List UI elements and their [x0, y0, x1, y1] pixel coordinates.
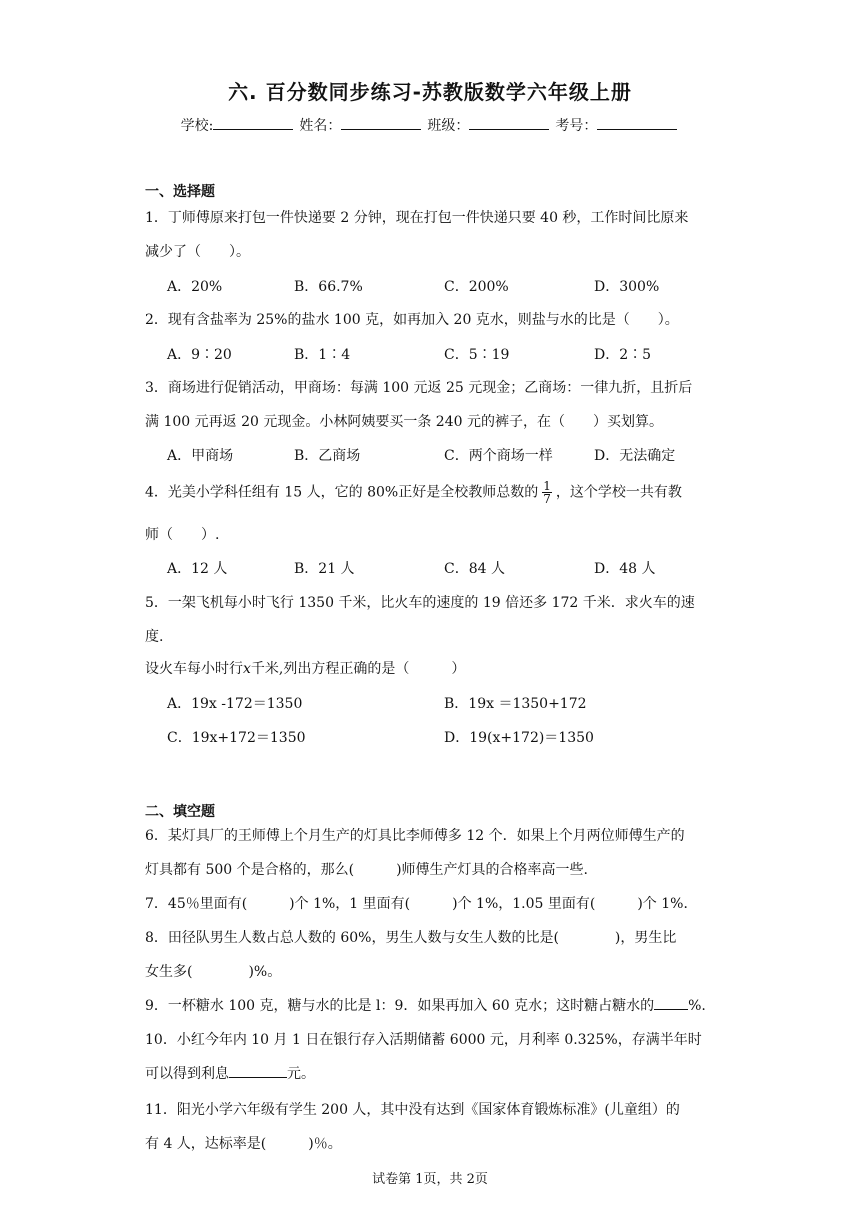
question-11-line-1: 11．阳光小学六年级有学生 200 人，其中没有达到《国家体育锻炼标准》(儿童组）的 [145, 1102, 680, 1118]
question-3-option-c: C．两个商场一样 [444, 448, 553, 464]
question-3-option-a: A．甲商场 [167, 448, 234, 464]
question-2-option-d: D．2∶5 [594, 347, 652, 363]
question-9-text-a: 9．一杯糖水 100 克，糖与水的比是 l：9．如果再加入 60 克水；这时糖占糖水的 [145, 998, 655, 1014]
name-blank [341, 114, 421, 130]
question-11-line-2: 有 4 人，达标率是( )％。 [145, 1136, 342, 1152]
question-1-line-2: 减少了（ ）。 [145, 244, 250, 260]
question-2-line-1: 2．现有含盐率为 25%的盐水 100 克，如再加入 20 克水，则盐与水的比是（ ）。 [145, 312, 679, 328]
page-footer: 试卷第 1页，共 2页 [372, 1172, 488, 1187]
school-label: 学校: [180, 118, 214, 134]
fraction-numerator: 1 [543, 479, 551, 493]
question-2-option-b: B．1∶4 [294, 347, 351, 363]
school-blank [213, 114, 293, 130]
fraction-one-seventh [542, 480, 552, 505]
page-title: 六. 百分数同步练习-苏教版数学六年级上册 [228, 80, 632, 104]
question-4-option-a: A．12 人 [167, 561, 228, 577]
question-4-line-2: 师（ ）. [145, 527, 220, 543]
question-5-line-1: 5．一架飞机每小时飞行 1350 千米，比火车的速度的 19 倍还多 172 千米．求火车的速 [145, 595, 695, 611]
question-4-line-1 [145, 480, 682, 505]
question-4-text-b: ，这个学校一共有教 [555, 484, 682, 501]
question-3-line-2: 满 100 元再返 20 元现金。小林阿姨要买一条 240 元的裤子，在（ ）买划算。 [145, 414, 663, 430]
question-8-line-2: 女生多( )%。 [145, 964, 282, 980]
question-1-line-1: 1．丁师傅原来打包一件快递要 2 分钟，现在打包一件快递只要 40 秒，工作时间比原来 [145, 210, 689, 226]
question-8-line-1: 8．田径队男生人数占总人数的 60%，男生人数与女生人数的比是( )，男生比 [145, 930, 677, 946]
student-info-row [0, 114, 860, 135]
question-5-text-b: 千米,列出方程正确的是（ ） [250, 661, 466, 677]
question-2-option-a: A．9∶20 [167, 347, 232, 363]
question-5-text-a: 设火车每小时行 [145, 661, 243, 677]
question-10-answer-blank [229, 1063, 287, 1078]
question-7-line-1: 7．45％里面有( )个 1%，1 里面有( )个 1%，1.05 里面有( )个 1%． [145, 896, 698, 912]
question-5-option-a: A．19x -172＝1350 [167, 696, 303, 712]
question-3-option-d: D．无法确定 [594, 448, 676, 464]
question-5-line-3 [145, 658, 465, 678]
fraction-denominator: 7 [543, 492, 551, 506]
question-6-line-2: 灯具都有 500 个是合格的，那么( )师傅生产灯具的合格率高一些. [145, 862, 588, 878]
question-9-answer-blank [654, 995, 688, 1010]
question-9-line-1 [145, 995, 706, 1015]
question-5-line-2: 度. [145, 629, 164, 645]
question-1-option-c: C．200% [444, 279, 509, 295]
question-3-line-1: 3．商场进行促销活动，甲商场：每满 100 元返 25 元现金；乙商场：一律九折，且折后 [145, 380, 693, 396]
question-1-option-d: D．300% [594, 279, 660, 295]
name-label: 姓名： [299, 118, 342, 134]
question-10-line-1: 10．小红今年内 10 月 1 日在银行存入活期储蓄 6000 元，月利率 0.325%，存满半年时 [145, 1032, 702, 1048]
question-4-option-d: D．48 人 [594, 561, 656, 577]
class-blank [469, 114, 549, 130]
question-4-option-b: B．21 人 [294, 561, 355, 577]
section-heading-choice: 一、选择题 [145, 184, 215, 200]
question-4-text-a: 4．光美小学科任组有 15 人，它的 80%正好是全校教师总数的 [145, 484, 539, 501]
question-10-text-a: 可以得到利息 [145, 1066, 229, 1082]
variable-x: x [243, 661, 251, 677]
question-10-line-2 [145, 1063, 315, 1083]
question-1-option-a: A．20% [167, 279, 223, 295]
exam-number-label: 考号： [555, 118, 598, 134]
question-5-option-c: C．19x+172＝1350 [167, 730, 306, 746]
question-1-option-b: B．66.7% [294, 279, 363, 295]
question-3-option-b: B．乙商场 [294, 448, 361, 464]
section-heading-fill: 二、填空题 [145, 804, 215, 820]
question-10-text-b: 元。 [287, 1066, 315, 1082]
question-4-option-c: C．84 人 [444, 561, 505, 577]
question-2-option-c: C．5∶19 [444, 347, 510, 363]
exam-number-blank [597, 114, 677, 130]
question-6-line-1: 6．某灯具厂的王师傅上个月生产的灯具比李师傅多 12 个．如果上个月两位师傅生产的 [145, 828, 685, 844]
class-label: 班级： [427, 118, 470, 134]
question-9-text-b: %. [688, 998, 706, 1014]
question-5-option-b: B．19x ＝1350+172 [444, 696, 587, 712]
question-5-option-d: D．19(x+172)＝1350 [444, 730, 594, 746]
